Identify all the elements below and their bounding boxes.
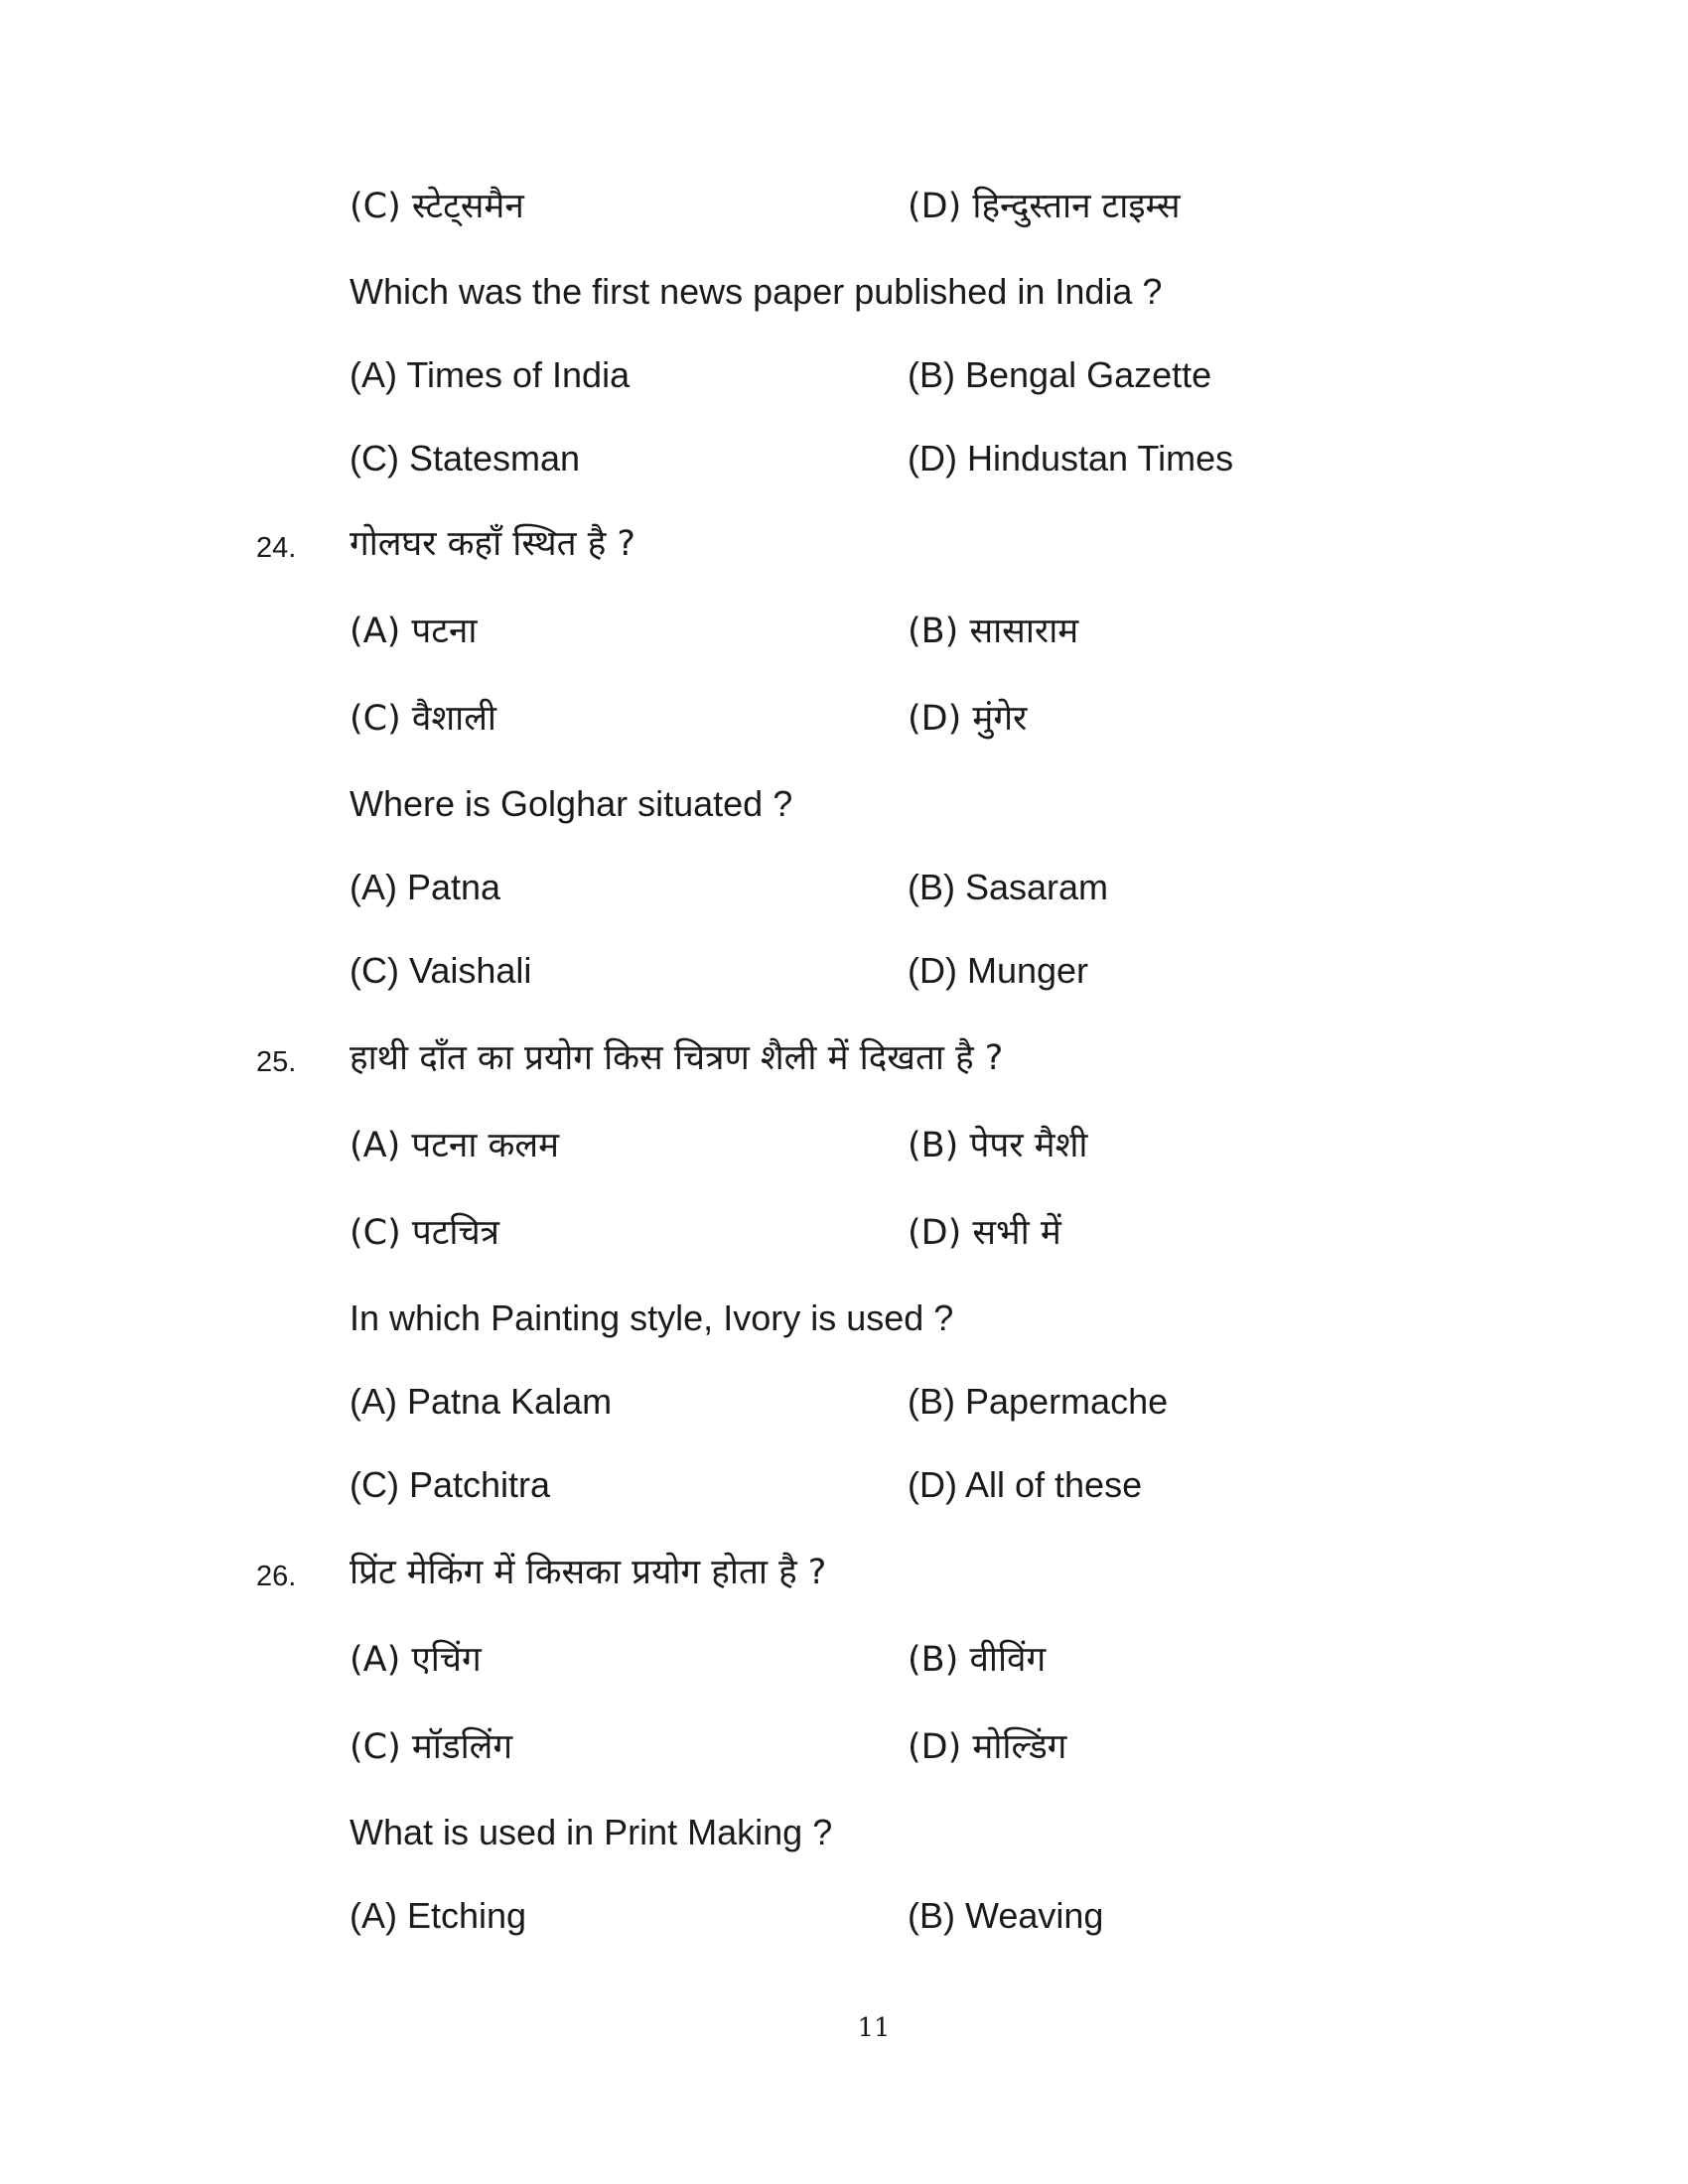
question-number: 24. (256, 532, 297, 564)
option-d-english: (D) Munger (908, 950, 1089, 991)
option-c-english: (C) Statesman (350, 438, 581, 478)
option-a-english: (A) Patna (350, 867, 501, 907)
option-c-english: (C) Patchitra (350, 1464, 551, 1505)
question-number: 25. (256, 1046, 297, 1078)
option-b-english: (B) Sasaram (908, 867, 1109, 907)
option-d-hindi: (D) मोल्डिंग (908, 1727, 1067, 1767)
page-number: 11 (857, 2013, 891, 2043)
option-a-english: (A) Patna Kalam (350, 1381, 613, 1422)
question-english: What is used in Print Making ? (350, 1812, 833, 1852)
option-d-hindi: (D) सभी में (908, 1213, 1061, 1253)
question-hindi: प्रिंट मेकिंग में किसका प्रयोग होता है ? (350, 1553, 827, 1592)
option-c-english: (C) Vaishali (350, 950, 532, 991)
option-b-hindi: (B) वीविंग (908, 1640, 1047, 1680)
option-a-english: (A) Times of India (350, 354, 631, 395)
option-b-english: (B) Weaving (908, 1895, 1104, 1936)
question-number: 26. (256, 1561, 297, 1592)
option-d-english: (D) All of these (908, 1464, 1143, 1505)
question-english: Where is Golghar situated ? (350, 783, 793, 824)
question-hindi: हाथी दाँत का प्रयोग किस चित्रण शैली में दिखता है ? (350, 1038, 1004, 1078)
option-c-hindi: (C) पटचित्र (350, 1213, 500, 1253)
option-b-english: (B) Papermache (908, 1381, 1169, 1422)
option-d-hindi: (D) हिन्दुस्तान टाइम्स (908, 187, 1181, 226)
option-d-english: (D) Hindustan Times (908, 438, 1234, 478)
question-english: Which was the first news paper published in India ? (350, 271, 1163, 312)
option-b-english: (B) Bengal Gazette (908, 354, 1212, 395)
option-a-hindi: (A) पटना (350, 612, 478, 651)
option-c-hindi: (C) स्टेट्समैन (350, 187, 524, 226)
option-c-hindi: (C) वैशाली (350, 699, 496, 739)
option-a-english: (A) Etching (350, 1895, 527, 1936)
option-a-hindi: (A) एचिंग (350, 1640, 482, 1680)
option-b-hindi: (B) सासाराम (908, 612, 1079, 651)
option-d-hindi: (D) मुंगेर (908, 699, 1028, 739)
option-a-hindi: (A) पटना कलम (350, 1126, 560, 1165)
option-b-hindi: (B) पेपर मैशी (908, 1126, 1088, 1165)
question-english: In which Painting style, Ivory is used ? (350, 1297, 954, 1338)
option-c-hindi: (C) मॉडलिंग (350, 1727, 513, 1767)
question-hindi: गोलघर कहाँ स्थित है ? (350, 524, 635, 564)
